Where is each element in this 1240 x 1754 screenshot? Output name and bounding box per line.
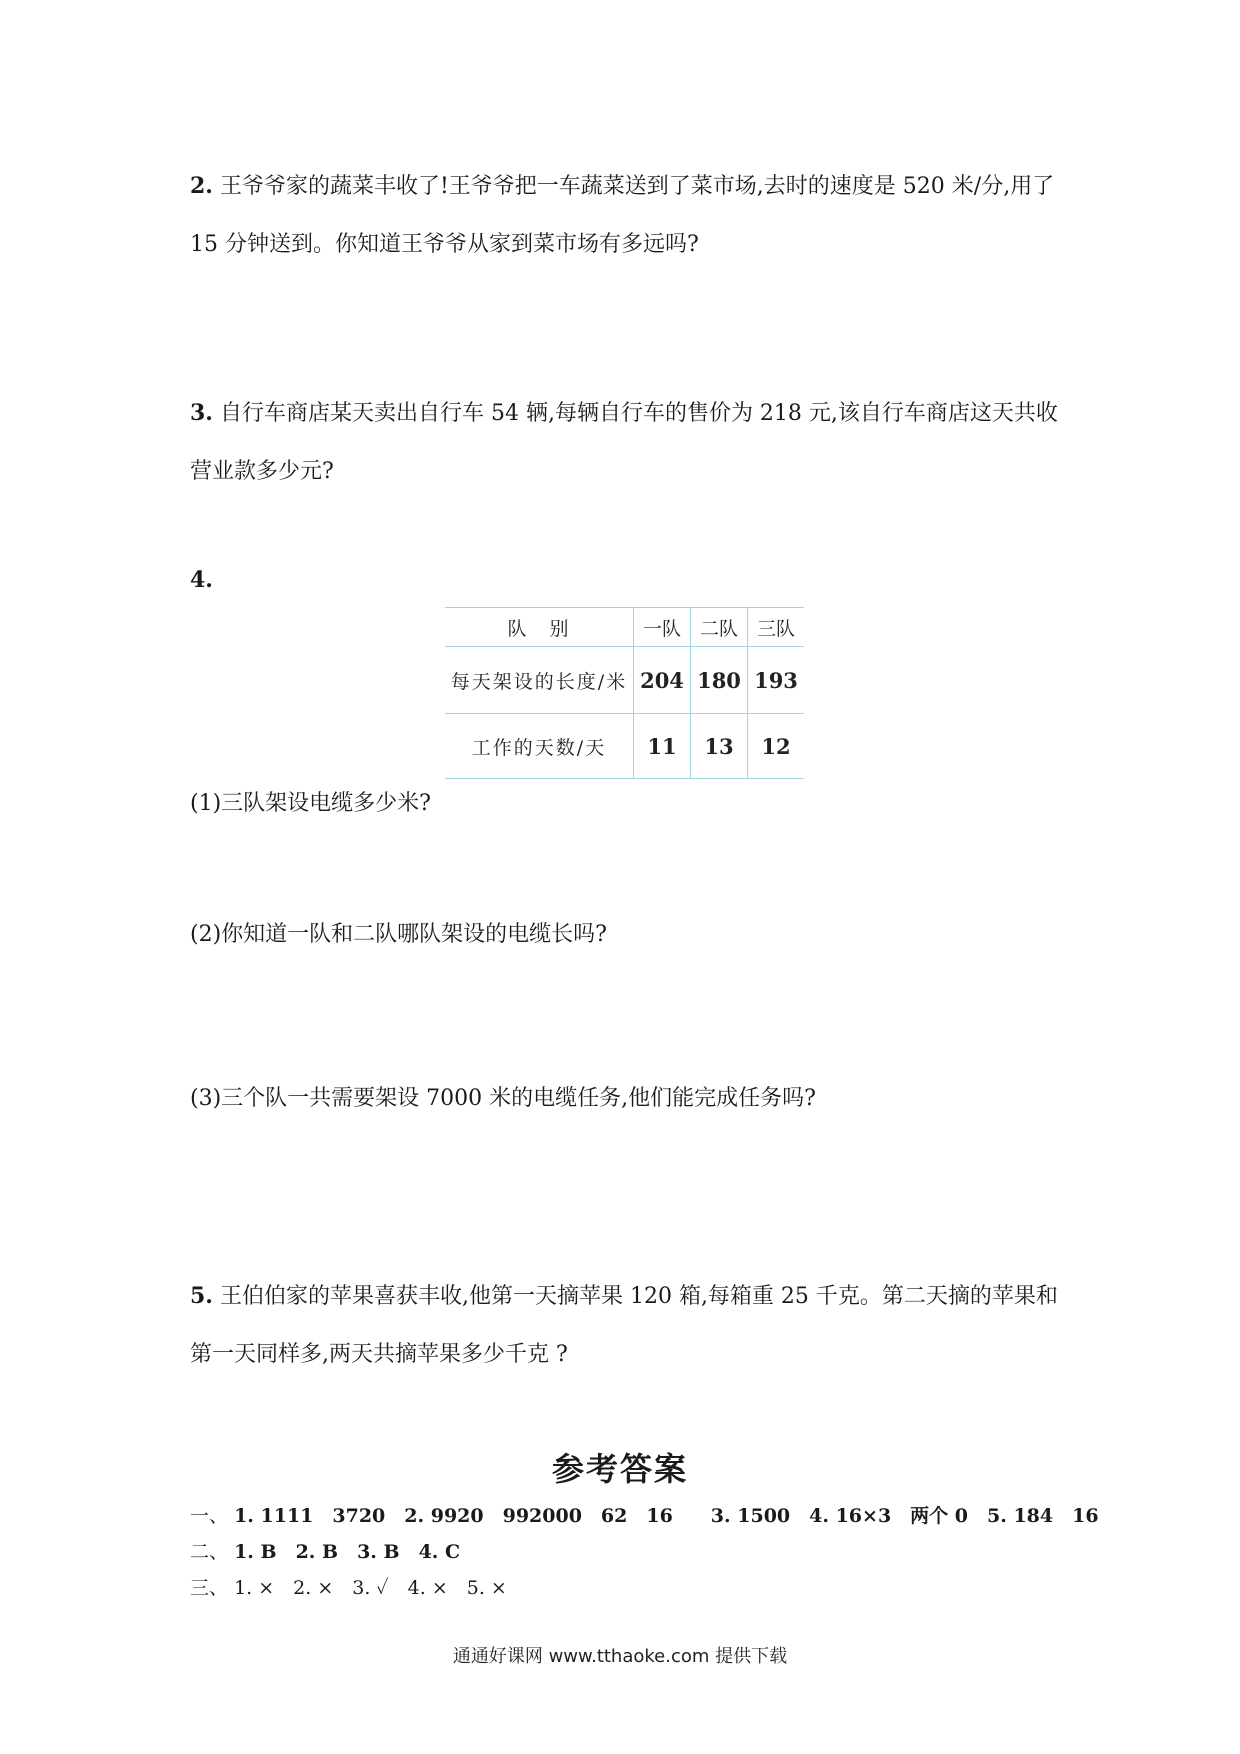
question-4-sub-1: (1)三队架设电缆多少米?: [190, 791, 431, 816]
question-5-number: 5.: [190, 1283, 213, 1309]
question-2-text-1: 王爷爷家的蔬菜丰收了!王爷爷把一车蔬菜送到了菜市场,去时的速度是 520 米/分,用了: [219, 174, 1055, 199]
team-stats-table: [445, 607, 804, 779]
answer-row-2-content: 1. B 2. B 3. B 4. C: [234, 1541, 461, 1563]
table-row: [445, 714, 804, 779]
cell-work-days-team-3: 12: [748, 714, 805, 779]
table-row: [445, 647, 804, 714]
answer-row-3-content: 1. × 2. × 3. ✓ 4. × 5. ×: [234, 1577, 507, 1599]
answer-row-1-label: 一、: [190, 1505, 229, 1527]
table-header-team-1: 一队: [634, 608, 691, 647]
answers-title: 参考答案: [551, 1450, 688, 1488]
question-2-text-2: 15 分钟送到。你知道王爷爷从家到菜市场有多远吗?: [190, 232, 699, 257]
question-2-line-1: [190, 172, 1070, 201]
cell-work-days-team-1: 11: [634, 714, 691, 779]
question-3-text-2: 营业款多少元?: [190, 459, 334, 484]
question-5: [190, 1282, 1070, 1369]
answer-row-3-label: 三、: [190, 1577, 229, 1599]
cell-daily-length-team-1: 204: [634, 647, 691, 714]
answer-row-3: [190, 1576, 507, 1600]
question-4-number: 4.: [190, 567, 213, 593]
answer-row-1-content: 1. 1111 3720 2. 9920 992000 62 16 3. 1500 4. 16×3 两个 0 5. 184 16: [234, 1505, 1099, 1527]
table-header-team-3: 三队: [748, 608, 805, 647]
table-header-team-2: 二队: [691, 608, 748, 647]
question-3-text-1: 自行车商店某天卖出自行车 54 辆,每辆自行车的售价为 218 元,该自行车商店这天共收: [219, 401, 1058, 426]
table-header-team: 队 别: [445, 608, 634, 647]
question-4-sub-3: (3)三个队一共需要架设 7000 米的电缆任务,他们能完成任务吗?: [190, 1086, 816, 1111]
question-2: [190, 172, 1070, 259]
question-3-line-1: [190, 399, 1070, 428]
question-4-sub-2: (2)你知道一队和二队哪队架设的电缆长吗?: [190, 922, 607, 947]
question-5-text-2: 第一天同样多,两天共摘苹果多少千克 ?: [190, 1342, 568, 1367]
question-4: [190, 566, 1070, 594]
answer-row-1: [190, 1504, 1099, 1528]
row-label-work-days: 工作的天数/天: [445, 714, 634, 779]
cell-daily-length-team-2: 180: [691, 647, 748, 714]
answer-row-2: [190, 1540, 460, 1564]
cell-work-days-team-2: 13: [691, 714, 748, 779]
question-3: [190, 399, 1070, 486]
cell-daily-length-team-3: 193: [748, 647, 805, 714]
question-5-text-1: 王伯伯家的苹果喜获丰收,他第一天摘苹果 120 箱,每箱重 25 千克。第二天摘的苹果和: [219, 1284, 1058, 1309]
question-2-number: 2.: [190, 173, 213, 199]
question-3-number: 3.: [190, 400, 213, 426]
page-footer: 通通好课网 www.tthaoke.com 提供下载: [452, 1646, 788, 1667]
question-5-line-1: [190, 1282, 1070, 1311]
answer-row-2-label: 二、: [190, 1541, 229, 1563]
table-header-row: [445, 608, 804, 647]
row-label-daily-length: 每天架设的长度/米: [445, 647, 634, 714]
